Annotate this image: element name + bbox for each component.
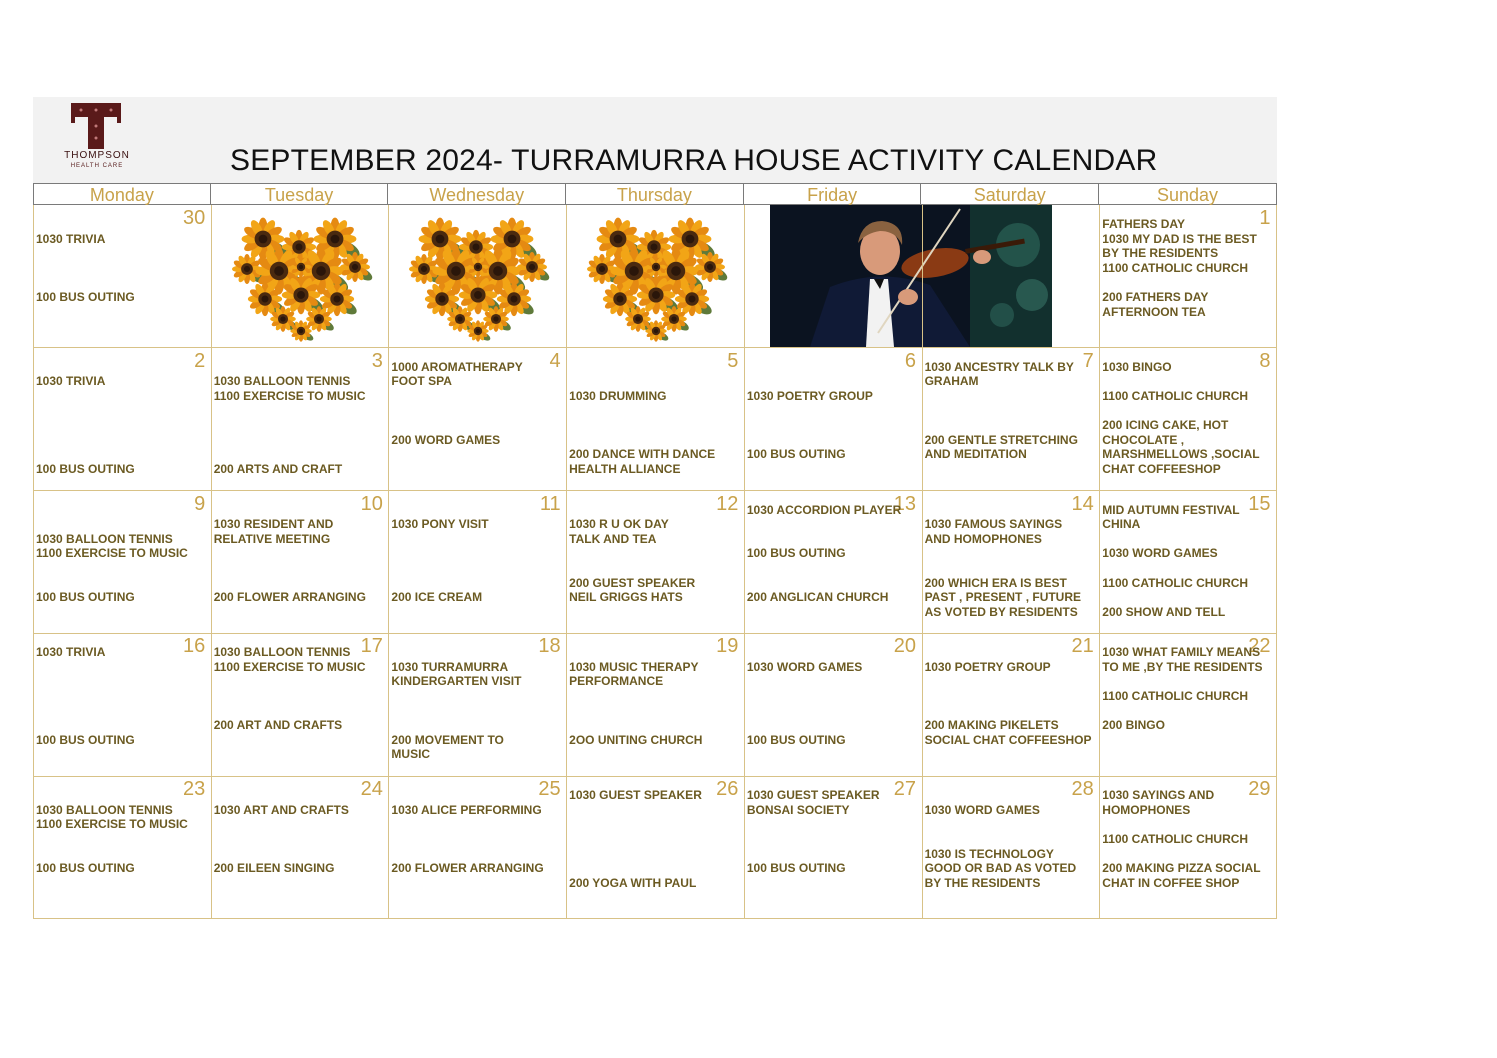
weekday-friday: Friday: [744, 183, 922, 205]
day-cell-tuesday: [211, 205, 389, 348]
day-number: 11: [539, 492, 561, 515]
event-text: 100 BUS OUTING: [36, 290, 135, 304]
event-text: 1030 IS TECHNOLOGY GOOD OR BAD AS VOTED BY THE RESIDENTS: [924, 846, 1077, 890]
day-number: 6: [904, 349, 917, 372]
day-cell-sunday: [1099, 491, 1277, 634]
event-text: 1030 WORD GAMES: [924, 802, 1040, 817]
event-text: 1030 R U OK DAY TALK AND TEA: [569, 517, 669, 546]
event-text: 1100 CATHOLIC CHURCH: [1102, 575, 1249, 590]
day-cell-friday: [744, 205, 922, 348]
day-number: 27: [893, 778, 917, 801]
day-number: 9: [194, 492, 206, 515]
day-cell-tuesday: [211, 776, 389, 919]
day-number: 5: [727, 349, 739, 372]
day-cell-monday: [33, 633, 211, 776]
event-text: 100 BUS OUTING: [36, 861, 135, 876]
event-text: 1030 TRIVIA: [36, 374, 106, 389]
day-number: 16: [182, 635, 206, 658]
day-cell-friday: [744, 633, 922, 776]
logo-text: THOMPSON: [64, 150, 130, 161]
day-cell-tuesday: [211, 348, 389, 491]
event-text: 1030 GUEST SPEAKER: [569, 788, 702, 803]
event-text: 200 MOVEMENT TO MUSIC: [391, 732, 504, 762]
event-text: 1030 BALLOON TENNIS 1100 EXERCISE TO MUSIC: [36, 531, 188, 561]
event-text: 100 BUS OUTING: [746, 861, 846, 876]
event-text: 1030 ALICE PERFORMING: [391, 802, 542, 817]
event-text: 200 MAKING PIKELETS SOCIAL CHAT COFFEESHOP: [924, 718, 1092, 747]
day-number: 7: [1082, 349, 1094, 372]
event-text: 1030 WORD GAMES: [1102, 546, 1218, 561]
event-text: 100 BUS OUTING: [746, 447, 846, 462]
sunflower-heart-illustration: [221, 207, 381, 347]
day-cell-sunday: [1099, 776, 1277, 919]
logo-t-icon: [57, 101, 137, 151]
thompson-logo: [57, 101, 137, 173]
day-cell-sunday: [1099, 633, 1277, 776]
sunflower-heart-image: [576, 207, 736, 347]
day-number: 1: [1259, 207, 1271, 229]
day-cell-monday: [33, 348, 211, 491]
sunflower-heart-illustration: [398, 207, 558, 347]
day-cell-wednesday: [388, 491, 566, 634]
event-text: 1030 SAYINGS AND HOMOPHONES: [1102, 788, 1215, 817]
day-number: 13: [893, 492, 917, 515]
weekday-monday: Monday: [33, 183, 211, 205]
event-text: 200 FATHERS DAY AFTERNOON TEA: [1102, 290, 1209, 319]
event-text: 200 BINGO: [1102, 718, 1165, 733]
day-number: 19: [716, 635, 739, 658]
day-number: 20: [893, 635, 917, 658]
event-text: 1030 WORD GAMES: [746, 659, 863, 674]
event-text: 1030 GUEST SPEAKER BONSAI SOCIETY: [746, 788, 880, 817]
event-text: 200 WORD GAMES: [391, 432, 501, 447]
day-number: 3: [371, 349, 383, 372]
day-cell-sunday: [1099, 348, 1277, 491]
event-text: 200 ART AND CRAFTS: [213, 718, 343, 733]
weekday-tuesday: Tuesday: [211, 183, 389, 205]
day-cell-thursday: [566, 633, 744, 776]
day-cell-saturday: [922, 491, 1100, 634]
day-number: 25: [538, 778, 561, 801]
day-cell-friday: [744, 348, 922, 491]
day-number: 26: [716, 778, 739, 801]
day-number: 17: [360, 635, 383, 658]
day-cell-thursday: [566, 776, 744, 919]
event-text: 1030 TRIVIA: [36, 231, 106, 246]
day-number: 4: [549, 349, 561, 372]
event-text: 200 GUEST SPEAKER NEIL GRIGGS HATS: [569, 575, 696, 605]
event-text: 1030 TURRAMURRA KINDERGARTEN VISIT: [391, 659, 522, 689]
day-cell-saturday: [922, 776, 1100, 919]
event-text: 1030 BALLOON TENNIS 1100 EXERCISE TO MUSIC: [213, 645, 366, 674]
event-text: 200 ICE CREAM: [391, 590, 483, 605]
sunflower-heart-image: [221, 207, 381, 347]
day-cell-wednesday: [388, 348, 566, 491]
event-text: 200 MAKING PIZZA SOCIAL CHAT IN COFFEE SHOP: [1102, 861, 1261, 890]
event-text: 2OO UNITING CHURCH: [569, 732, 703, 747]
event-text: 200 FLOWER ARRANGING: [391, 861, 544, 876]
day-cell-monday: [33, 776, 211, 919]
weekday-sunday: Sunday: [1099, 183, 1277, 205]
day-number: 8: [1259, 349, 1271, 372]
event-text: 1100 CATHOLIC CHURCH: [1102, 388, 1249, 403]
event-text: 200 WHICH ERA IS BEST PAST , PRESENT , FUTURE AS VOTED BY RESIDENTS: [924, 575, 1082, 619]
event-text: 1030 WHAT FAMILY MEANS TO ME ,BY THE RESIDENTS: [1102, 645, 1263, 674]
weekday-thursday: Thursday: [566, 183, 744, 205]
event-text: 1030 RESIDENT AND RELATIVE MEETING: [213, 517, 334, 546]
day-number: 30: [182, 207, 206, 229]
event-text: 200 GENTLE STRETCHING AND MEDITATION: [924, 432, 1078, 462]
event-text: 1030 MY DAD IS THE BEST BY THE RESIDENTS: [1102, 231, 1257, 261]
day-cell-tuesday: [211, 491, 389, 634]
event-text: 200 EILEEN SINGING: [213, 861, 335, 876]
event-text: 1100 CATHOLIC CHURCH: [1102, 689, 1249, 704]
day-cell-thursday: [566, 205, 744, 348]
day-cell-thursday: [566, 348, 744, 491]
day-cell-friday: [744, 776, 922, 919]
day-cell-wednesday: [388, 205, 566, 348]
event-text: 1030 DRUMMING: [569, 388, 667, 403]
event-text: 1030 ACCORDION PLAYER: [746, 502, 902, 517]
event-text: 1030 TRIVIA: [36, 645, 106, 660]
day-number: 18: [538, 635, 561, 658]
day-number: 21: [1071, 635, 1094, 658]
sunflower-heart-illustration: [576, 207, 736, 347]
day-number: 29: [1248, 778, 1271, 801]
event-text: 200 SHOW AND TELL: [1102, 604, 1226, 619]
event-text: 1030 MUSIC THERAPY PERFORMANCE: [569, 659, 699, 689]
day-number: 24: [360, 778, 383, 801]
day-cell-tuesday: [211, 633, 389, 776]
event-text: 200 DANCE WITH DANCE HEALTH ALLIANCE: [569, 447, 716, 476]
day-number: 22: [1248, 635, 1271, 658]
event-text: 1030 BALLOON TENNIS 1100 EXERCISE TO MUSIC: [213, 374, 366, 403]
event-text: 100 BUS OUTING: [36, 590, 135, 605]
day-cell-monday: [33, 491, 211, 634]
event-text: 1030 PONY VISIT: [391, 517, 489, 532]
day-number: 28: [1071, 778, 1094, 801]
day-cell-wednesday: [388, 776, 566, 919]
event-text: 200 ICING CAKE, HOT CHOCOLATE , MARSHMELLOWS ,SOCIAL CHAT COFFEESHOP: [1102, 418, 1260, 476]
day-number: 12: [716, 492, 739, 515]
sunflower-heart-image: [398, 207, 558, 347]
event-text: 100 BUS OUTING: [746, 732, 846, 747]
calendar-grid: [33, 205, 1277, 919]
weekday-saturday: Saturday: [921, 183, 1099, 205]
event-text: 1000 AROMATHERAPY FOOT SPA: [391, 359, 523, 389]
event-text: FATHERS DAY: [1102, 217, 1185, 231]
day-cell-monday: [33, 205, 211, 348]
event-text: 1030 BALLOON TENNIS 1100 EXERCISE TO MUSIC: [36, 802, 188, 832]
event-text: 200 ANGLICAN CHURCH: [746, 590, 889, 605]
event-text: 1100 CATHOLIC CHURCH: [1102, 260, 1249, 275]
event-text: 100 BUS OUTING: [36, 732, 135, 747]
day-number: 23: [182, 778, 206, 801]
day-cell-saturday: [922, 633, 1100, 776]
event-text: 1100 CATHOLIC CHURCH: [1102, 831, 1249, 846]
event-text: 200 YOGA WITH PAUL: [569, 875, 697, 890]
day-number: 14: [1071, 492, 1094, 515]
event-text: 100 BUS OUTING: [746, 546, 846, 561]
event-text: 100 BUS OUTING: [36, 461, 135, 476]
day-cell-sunday: [1099, 205, 1277, 348]
day-cell-thursday: [566, 491, 744, 634]
event-text: 200 FLOWER ARRANGING: [213, 590, 366, 605]
event-text: 1030 BINGO: [1102, 359, 1172, 374]
event-text: MID AUTUMN FESTIVAL CHINA: [1102, 502, 1240, 532]
event-text: 1030 ANCESTRY TALK BY GRAHAM: [924, 359, 1074, 389]
day-cell-friday: [744, 491, 922, 634]
event-text: 200 ARTS AND CRAFT: [213, 461, 343, 476]
day-number: 15: [1248, 492, 1271, 515]
weekday-wednesday: Wednesday: [388, 183, 566, 205]
day-cell-wednesday: [388, 633, 566, 776]
day-cell-saturday: [922, 205, 1100, 348]
weekday-header-row: [33, 183, 1277, 205]
event-text: 1030 POETRY GROUP: [746, 388, 873, 403]
event-text: 1030 ART AND CRAFTS: [213, 802, 349, 817]
day-number: 10: [360, 492, 383, 515]
logo-subtext: HEALTH CARE: [70, 163, 124, 169]
event-text: 1030 POETRY GROUP: [924, 659, 1051, 674]
page-title: SEPTEMBER 2024- TURRAMURRA HOUSE ACTIVITY CALENDAR: [230, 144, 1158, 177]
day-cell-saturday: [922, 348, 1100, 491]
event-text: 1030 FAMOUS SAYINGS AND HOMOPHONES: [924, 517, 1063, 546]
day-number: 2: [194, 349, 206, 372]
